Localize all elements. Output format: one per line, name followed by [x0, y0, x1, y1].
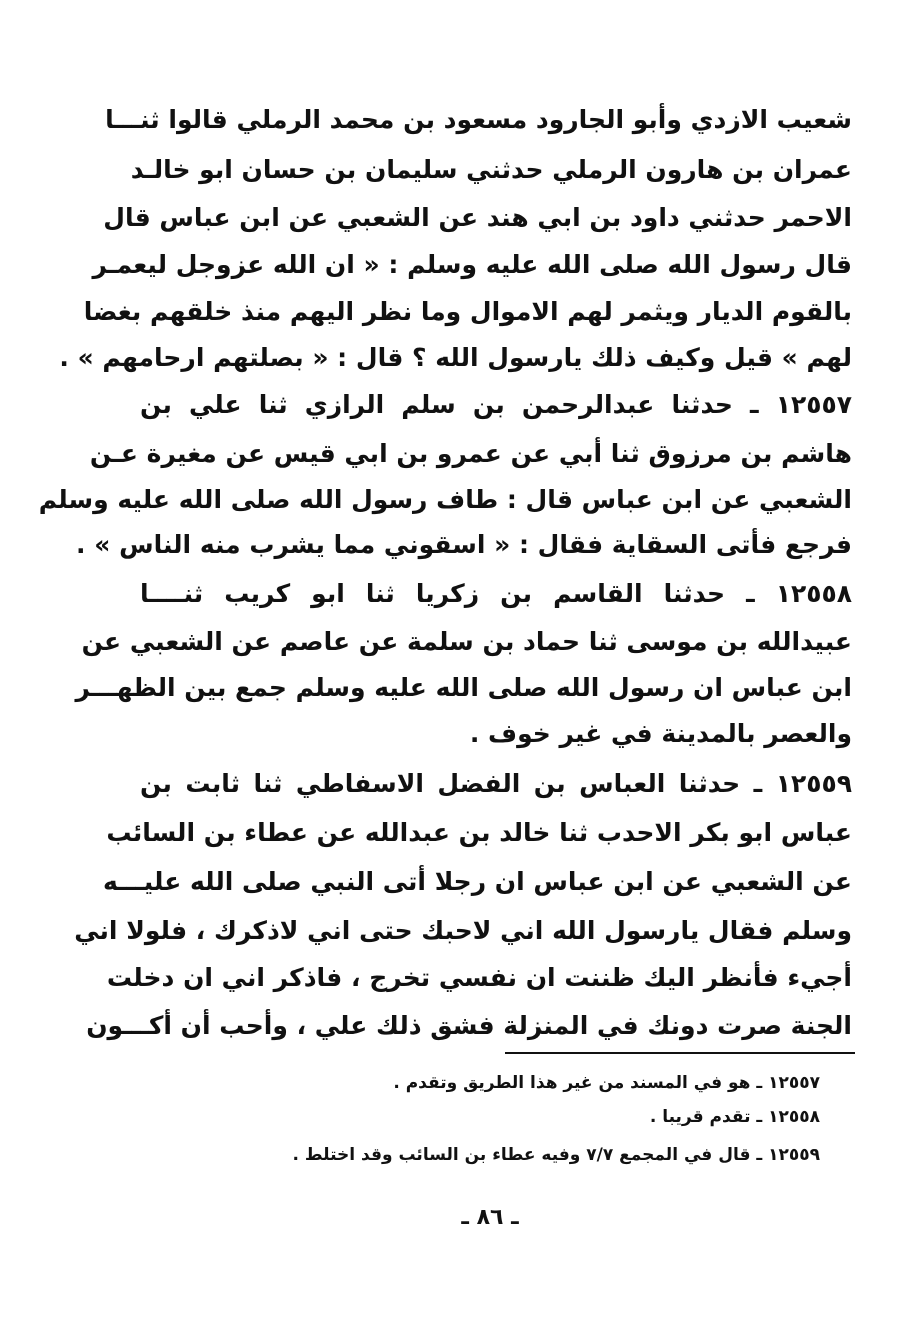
text-line: ابن عباس ان رسول الله صلى الله عليه وسلم جمع بين الظهـــر [75, 673, 852, 702]
text-line: لهم » قيل وكيف ذلك يارسول الله ؟ قال : « بصلتهم ارحامهم » . [59, 343, 852, 372]
text-line: عمران بن هارون الرملي حدثني سليمان بن حسان ابو خالـد [130, 155, 852, 184]
text-line: الجنة صرت دونك في المنزلة فشق ذلك علي ، وأحب أن أكـــون [86, 1011, 852, 1040]
page-number: ـ ٨٦ ـ [461, 1205, 519, 1230]
text-line: ١٢٥٥٩ ـ حدثنا العباس بن الفضل الاسفاطي ثنا ثابت بن [140, 769, 852, 798]
text-line: عبيدالله بن موسى ثنا حماد بن سلمة عن عاصم عن الشعبي عن [81, 627, 852, 656]
text-line: فرجع فأتى السقاية فقال : « اسقوني مما يشرب منه الناس » . [76, 530, 852, 559]
text-line: وسلم فقال يارسول الله اني لاحبك حتى اني لاذكرك ، فلولا اني [74, 916, 852, 945]
text-line: والعصر بالمدينة في غير خوف . [469, 719, 852, 748]
text-line: ١٢٥٥٧ ـ حدثنا عبدالرحمن بن سلم الرازي ثنا علي بن [140, 390, 852, 419]
footnote: ١٢٥٥٧ ـ هو في المسند من غير هذا الطريق وتقدم . [393, 1073, 820, 1093]
text-line: قال رسول الله صلى الله عليه وسلم : « ان الله عزوجل ليعمـر [92, 250, 852, 279]
text-line: شعيب الازدي وأبو الجارود مسعود بن محمد الرملي قالوا ثنـــا [105, 105, 852, 134]
text-line: الاحمر حدثني داود بن ابي هند عن الشعبي عن ابن عباس قال [103, 203, 852, 232]
text-line: ١٢٥٥٨ ـ حدثنا القاسم بن زكريا ثنا ابو كريب ثنــــا [140, 579, 852, 608]
text-line: أجيء فأنظر اليك ظننت ان نفسي تخرج ، فاذكر اني ان دخلت [106, 963, 852, 992]
text-line: عن الشعبي عن ابن عباس ان رجلا أتى النبي صلى الله عليـــه [103, 867, 852, 896]
footnote: ١٢٥٥٩ ـ قال في المجمع ٧/٧ وفيه عطاء بن السائب وقد اختلط . [292, 1145, 820, 1165]
text-line: هاشم بن مرزوق ثنا أبي عن عمرو بن ابي قيس عن مغيرة عـن [89, 439, 852, 468]
text-line: الشعبي عن ابن عباس قال : طاف رسول الله صلى الله عليه وسلم [38, 485, 852, 514]
footnote: ١٢٥٥٨ ـ تقدم قريبا . [649, 1107, 820, 1127]
footnote-separator [505, 1052, 855, 1054]
text-line: عباس ابو بكر الاحدب ثنا خالد بن عبدالله عن عطاء بن السائب [106, 818, 852, 847]
text-line: بالقوم الديار ويثمر لهم الاموال وما نظر اليهم منذ خلقهم بغضا [83, 297, 852, 326]
